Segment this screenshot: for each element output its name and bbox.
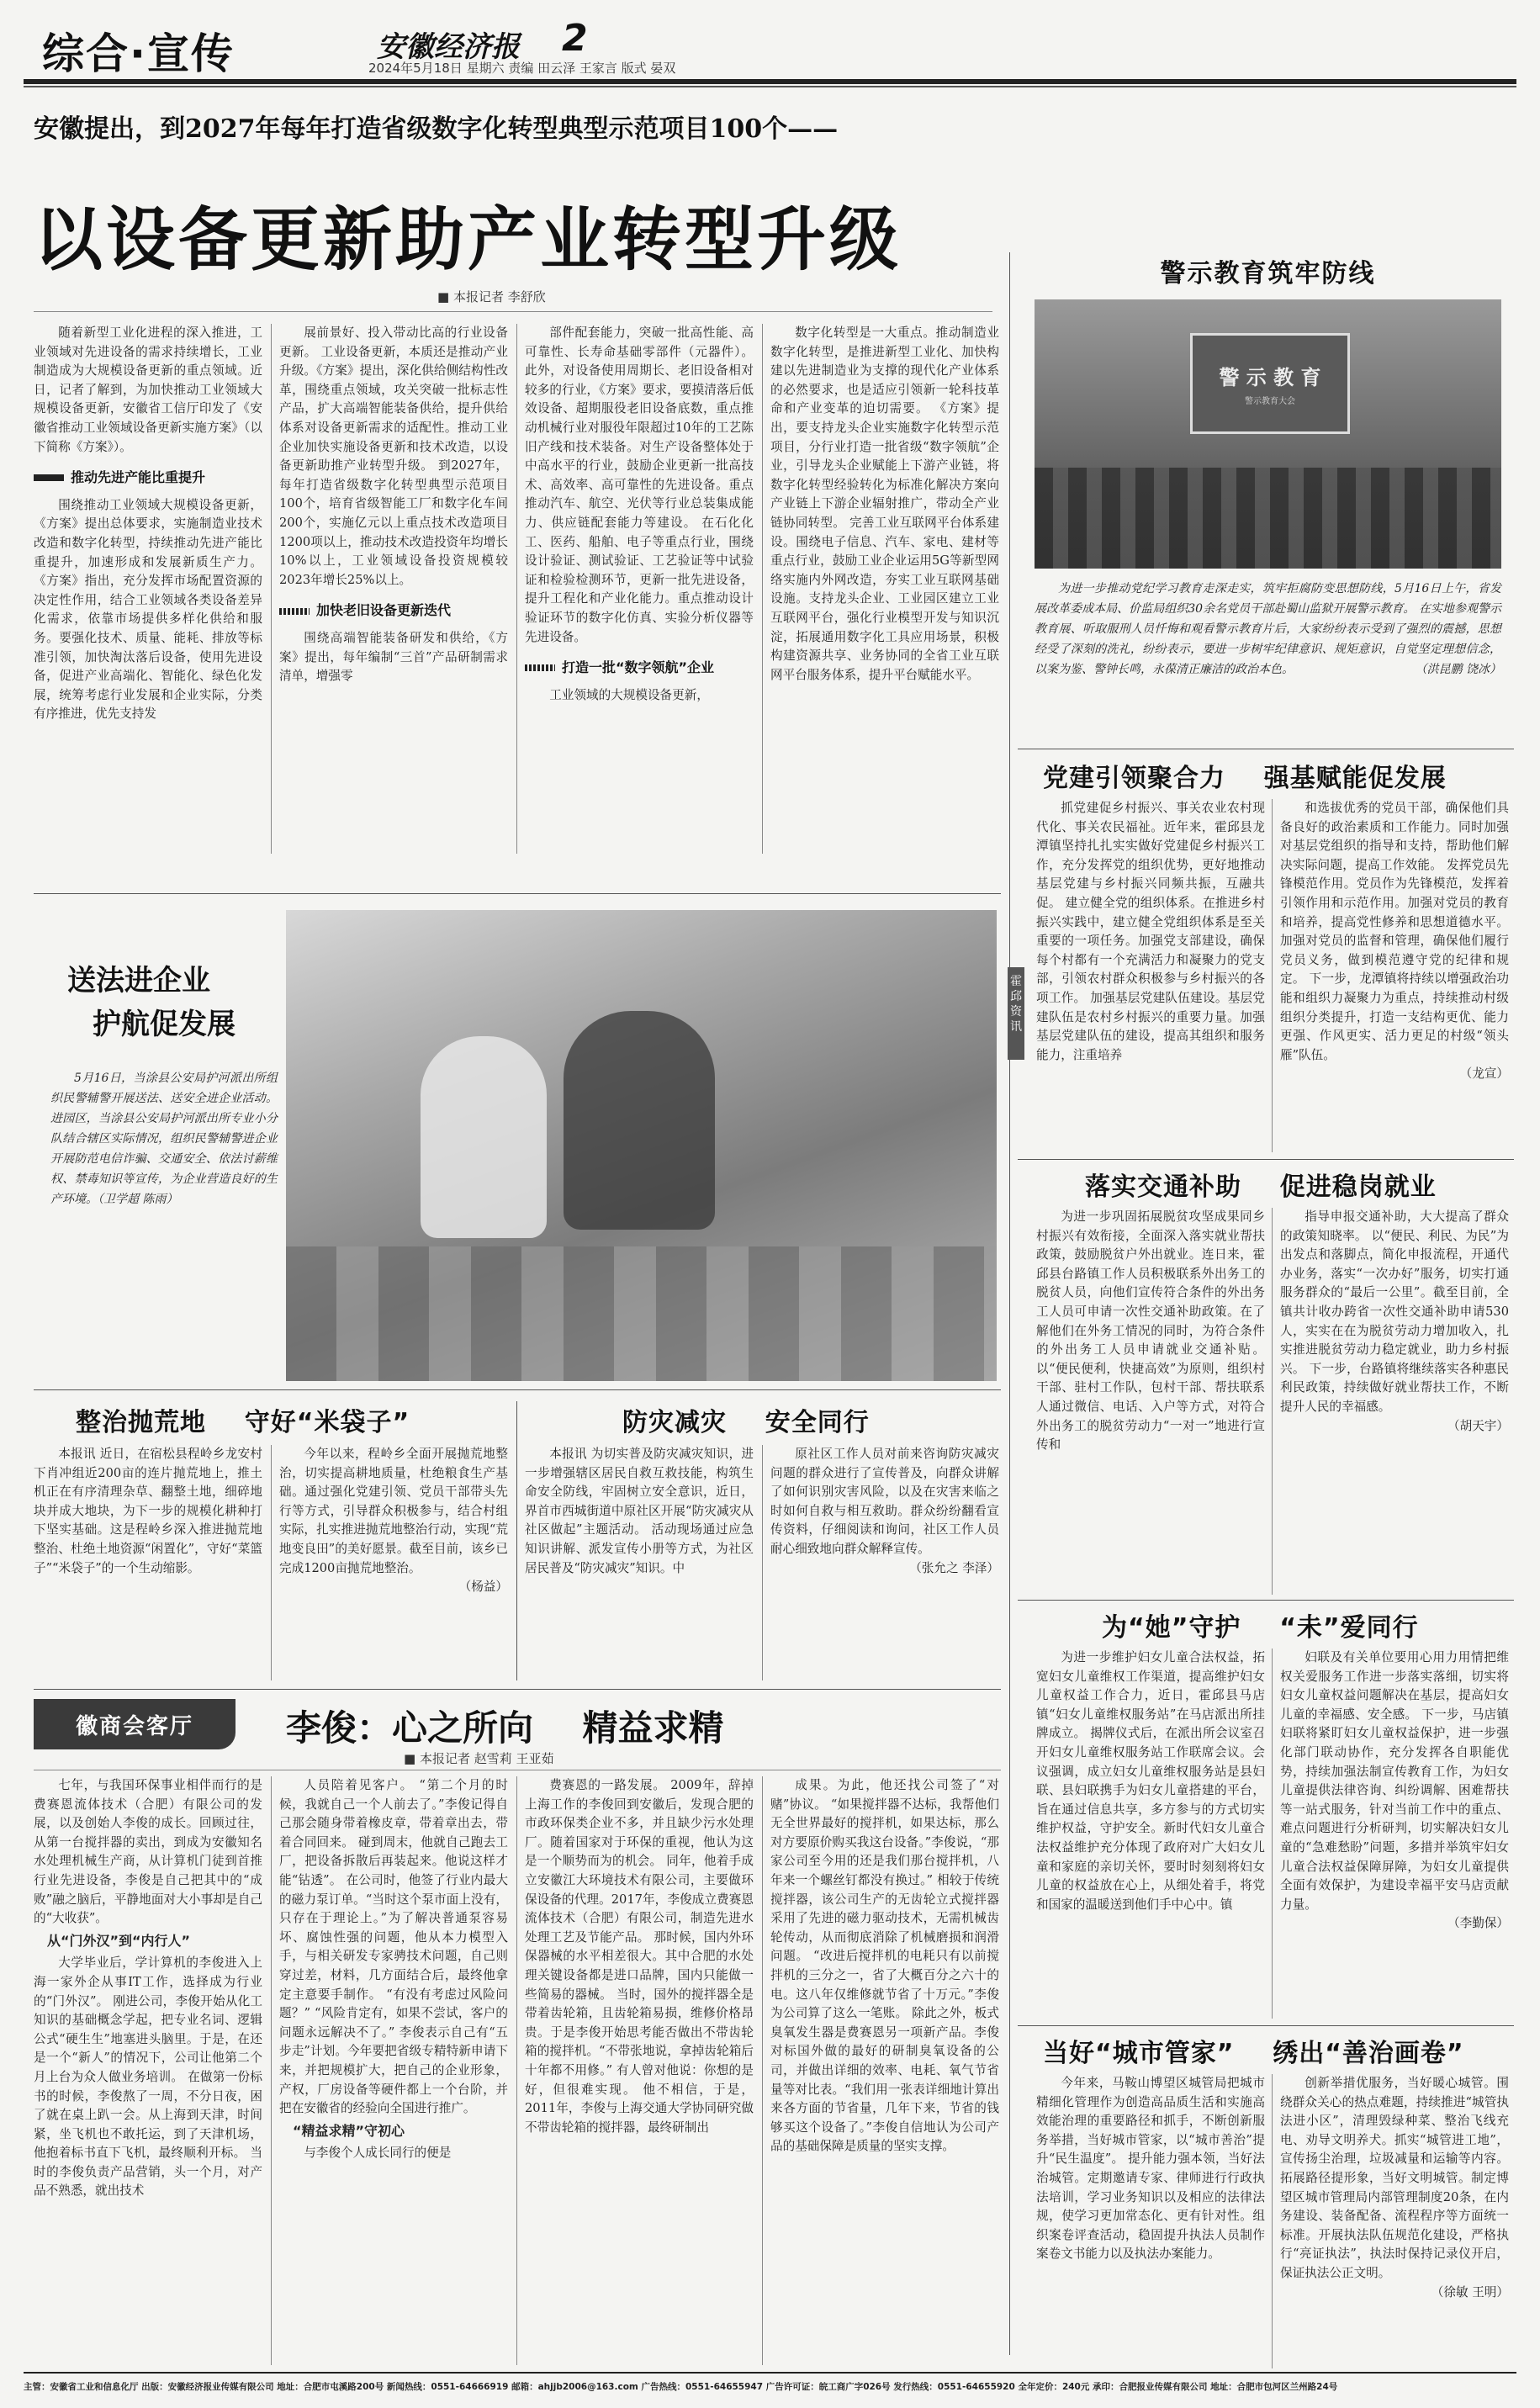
issue-info: 2024年5月18日 星期六 责编 田云泽 王家言 版式 晏双 <box>368 61 676 76</box>
warning-photo <box>1035 299 1501 569</box>
masthead <box>24 15 1516 78</box>
party-col-1: 抓党建促乡村振兴、事关农业农村现代化、事关农民福祉。近年来，霍邱县龙潭镇坚持扎扎实实做好党建促乡村振兴工作，充分发挥党的组织优势，更好地推动基层党建与乡村振兴同频共振，互融共促。 建立健全党的组织体系。在推进乡村振兴实践中，建立健全党组织体系是至关重要的一项任务。加强党支部建设，确保每个村都有一个充满活力和凝聚力的党支部，引领农村群众积极参与乡村振兴的各项工作。 加强基层党建队伍建设。基层党建队伍是农村乡村振兴的重要力量。加强基层党建队伍的建设，提高其组织和服务能力，注重培养 <box>1036 801 1265 1062</box>
disaster-title: 防灾减灾 安全同行 <box>622 1408 870 1437</box>
profile-col-4: 成果。为此，他还找公司签了“对赌”协议。 “如果搅拌器不达标，我帮他们无全世界最好的搅拌机，如果达标，那么对方要原价购买我这台设备。”李俊说，“那家公司至今用的还是我们那台搅拌机，八年来一个螺丝钉都没有换过。” 相较于传统搅拌器，该公司生产的无齿轮立式搅拌器采用了先进的磁力驱动技术，无需机械齿轮传动，从而彻底消除了机械磨损和润滑问题。 “改进后搅拌机的电耗只有以前搅拌机的三分之一，省了大概百分之六十的电。这八年仅维修就节省了十万元。”李俊为公司算了这么一笔账。 除此之外，板式臭氧发生器是费赛恩另一项新产品。李俊对标国外做的最好的研制臭氧设备的公司，并做出详细的效率、电耗、氧气节省量等对比表。“我们用一张表详细地计算出来各方面的节省量，几年下来，节省的钱够买这个设备了。”李俊自信地认为公司产品的基础保障是质量的坚实支撑。 <box>770 1778 999 2154</box>
traffic-col-2: 指导申报交通补助，大大提高了群众的政策知晓率。 以“便民、利民、为民”为出发点和落脚点，简化申报流程，开通代办业务，落实“一次办好”服务，切实打通服务群众的“最后一公里”。截至目前，全镇共计收办跨省一次性交通补助申请530人，实实在在为脱贫劳动力增加收入，扎实推进脱贫劳动力稳定就业，助力乡村振兴。 下一步，台路镇将继续落实各种惠民利民政策，持续做好就业帮扶工作，不断提升人民的幸福感。 （胡天宇） <box>1280 1209 1509 1433</box>
party-col-2: 和选拔优秀的党员干部，确保他们具备良好的政治素质和工作能力。同时加强对基层党组织的指导和支持，帮助他们解决实际问题，提高工作效能。 发挥党员先锋模范作用。党员作为先锋模范，发挥着引领作用和示范作用。加强对党员的教育和培养，提高党性修养和思想道德水平。加强对党员的监督和管理，确保他们履行党员义务，做到模范遵守党的纪律和规定。 下一步，龙潭镇将持续以增强政治功能和组织力凝聚力为重点，持续推动村级组织分类提升，打造一支结构更优、能力更强、作风更实、活力更足的村级“领头雁”队伍。 （龙宣） <box>1280 801 1509 1082</box>
profile-tag: 徽商会客厅 <box>34 1699 235 1749</box>
masthead-rule <box>24 79 1516 84</box>
profile-col-1: 七年，与我国环保事业相伴而行的是费赛恩流体技术（合肥）有限公司的发展，以及创始人李俊的成长。回顾过往，从第一台搅拌器的卖出，到成为安徽知名水处理机械生产商，从计算机门徒到首推行业先进设备，李俊是自己把其中的“成败”融之脑后，平静地面对大小事却是自己的“大收获”。 从“门外汉”到“内行人” 大学毕业后，学计算机的李俊进入上海一家外企从事IT工作，选择成为行业的“门外汉”。 刚进公司，李俊开始从化工知识的基础概念学起，把专业名词、逻辑公式“硬生生”地塞进头脑里。于是，在还是一个“新人”的情况下，公司让他第二个月上台为众人做业务培训。 在做第一份标书的时候，李俊熬了一周，不分日夜，困了就在桌上趴一会。从上海到天津，时间紧，坐飞机也不敢托运，到了天津机场，他抱着标书直下飞机，最终顺利开标。 当时的李俊负责产品营销，头一个月，对产品不熟悉，就出技术 <box>34 1778 262 2199</box>
police-title-line-2: 护航促发展 <box>93 1008 235 1041</box>
projection-screen <box>1190 333 1350 434</box>
profile-headline: 李俊：心之所向 精益求精 <box>286 1707 724 1749</box>
traffic-col-1: 为进一步巩固拓展脱贫攻坚成果同乡村振兴有效衔接，全面深入落实就业帮扶政策，鼓励脱贫户外出就业。连日来，霍邱县台路镇工作人员积极联系外出务工的脱贫人员，向他们宣传符合条件的外出务工人员可申请一次性交通补助政策。在了解他们在外务工情况的同时，为符合条件的外出务工人员申请就业交通补贴。 以“便民便利，快捷高效”为原则，组织村干部、驻村工作队，包村干部、帮扶联系人通过微信、电话、入户等方式，对符合外出务工的脱贫劳动力“一对一”地进行宣传和 <box>1036 1209 1265 1453</box>
traffic-title: 落实交通补助 促进稳岗就业 <box>1085 1172 1437 1202</box>
lead-subhead-1: 推动先进产能比重提升 <box>34 468 262 488</box>
lead-col-3: 部件配套能力，突破一批高性能、高可靠性、长寿命基础零部件（元器件）。 此外，对设备使用周期长、老旧设备相对较多的行业，《方案》要求，要摸清落后低效设备、超期服役老旧设备底数，重点推动机械行业对服役年限超过10年的工艺陈旧产线和技术装备。对生产设备整体处于中高水平的行业，鼓励企业更新一批高技术、高效率、高可靠性的先进设备。重点推动汽车、航空、光伏等行业总装集成能力、供应链配套能力等建设。 在石化化工、医药、船舶、电子等重点行业，围绕设计验证、测试验证、工艺验证等中试验证和检验检测环节，更新一批先进设备，提升工程化和产业化能力。重点推动设计验证环节的数字化仿真、实验分析仪器等先进设备。 打造一批“数字领航”企业 工业领域的大规模设备更新， <box>525 325 754 702</box>
side-label: 霍邱资讯 <box>1008 967 1024 1060</box>
screen-title: 警 示 教 育 <box>1219 366 1321 389</box>
lead-col-2: 展前景好、投入带动比高的行业设备更新。 工业设备更新，本质还是推动产业升级。《方案》提出，深化供给侧结构性改革，围绕重点领域，攻关突破一批标志性产品，扩大高端智能装备供给，提升供给体系对设备更新需求的适配性。推动工业企业加快实施设备更新和技术改造，以设备更新助推产业转型升级。 到2027年，每年打造省级数字化转型典型示范项目100个，培育省级智能工厂和数字化车间200个，实施亿元以上重点技术改造项目1200项以上，推动技术改造投资年均增长10%以上，工业领域设备投资规模较2023年增长25%以上。 加快老旧设备更新迭代 围绕高端智能装备研发和供给，《方案》提出，每年编制“三首”产品研制需求清单，增强零 <box>279 325 508 684</box>
lead-byline: ■ 本报记者 李舒欣 <box>437 289 546 304</box>
police-photo <box>286 910 997 1381</box>
profile-subhead-2: “精益求精”守初心 <box>293 2122 405 2139</box>
warning-caption: 为进一步推动党纪学习教育走深走实，筑牢拒腐防变思想防线，5月16日上午，省发展改革委成本局、价监局组织30余名党员干部赴蜀山监狱开展警示教育。 在实地参观警示教育展、听取服刑人员忏悔和观看警示教育片后，大家纷纷表示受到了强烈的震撼，思想经受了深刻的洗礼，纷纷表示，要进一步树牢纪律意识、规矩意识，自觉坚定理想信念，以案为鉴、警钟长鸣，永葆清正廉洁的政治本色。 （洪昆鹏 饶冰） <box>1035 582 1501 676</box>
footer: 主管：安徽省工业和信息化厅 出版：安徽经济报业传媒有限公司 地址：合肥市屯溪路200号 新闻热线：0551-64666919 邮箱：ahjjb2006@163.com 广告热线：0551-64655947 广告许可证：皖工商广字026号 发行热线：0551-64655920 全年定价：240元 承印：合肥报业传媒有限公司 地址：合肥市包河区兰州路24号 <box>24 2382 1338 2392</box>
city-col-2: 创新举措优服务，当好暖心城管。围绕群众关心的热点难题，持续推进“城管执法进小区”，清理毁绿种菜、整治飞线充电、劝导文明养犬。抓实“城管进工地”，宣传扬尘治理，垃圾减量和运输等内容。 拓展路径提形象，当好文明城管。制定博望区城市管理局内部管理制度20条，在内务建设、装备配备、流程程序等方面统一标准。开展执法队伍规范化建设，严格执行“亮证执法”，执法时保持记录仪开启，保证执法公正文明。 （徐敏 王明） <box>1280 2076 1509 2300</box>
lead-headline: 以设备更新助产业转型升级 <box>34 199 902 280</box>
women-col-2: 妇联及有关单位要用心用力用情把维权关爱服务工作进一步落实落细，切实将妇女儿童权益问题解决在基层，提高妇女儿童的幸福感、安全感。 下一步，马店镇妇联将紧盯妇女儿童权益保护，进一步强化部门联动协作，充分发挥各自职能优势，持续加强法制宣传教育工作，为妇女儿童提供法律咨询、纠纷调解、困难帮扶等一站式服务，针对当前工作中的重点、难点问题进行分析研判，切实解决妇女儿童的“急难愁盼”问题，多措并举筑牢妇女儿童合法权益保障屏障，为妇女儿童提供全面有效保护，为建设幸福平安马店贡献力量。 （李勤保） <box>1280 1650 1509 1931</box>
city-title: 当好“城市管家” 绣出“善治画卷” <box>1043 2039 1464 2068</box>
party-title: 党建引领聚合力 强基赋能促发展 <box>1043 764 1447 793</box>
lead-col-1: 随着新型工业化进程的深入推进，工业领域对先进设备的需求持续增长，工业制造成为大规模设备更新的重点领域。近日，记者了解到，为加快推动工业领域大规模设备更新，安徽省工信厅印发了《安徽省推动工业领域设备更新实施方案》（以下简称《方案》）。 推动先进产能比重提升 围绕推动工业领域大规模设备更新，《方案》提出总体要求，实施制造业技术改造和数字化转型，持续推动先进产能比重提升，加速形成和发展新质生产力。 《方案》指出，充分发挥市场配置资源的决定性作用，结合工业领域各类设备差异化需求，依靠市场提供多样化供给和服务。要强化技术、质量、能耗、排放等标准引领，加快淘汰落后设备，使用先进设备，促进产业高端化、智能化、绿色化发展，统筹考虑行业发展和企业实际，分类有序推进，优先支持发 <box>34 325 262 722</box>
disaster-col-1: 本报讯 为切实普及防灾减灾知识，进一步增强辖区居民自救互救技能，构筑生命安全防线，牢固树立安全意识，近日，界首市西城街道中原社区开展“防灾减灾从社区做起”主题活动。 活动现场通过应急知识讲解、派发宣传小册等方式，为社区居民普及“防灾减灾”知识。中 <box>525 1447 754 1575</box>
land-title: 整治抛荒地 守好“米袋子” <box>76 1408 410 1437</box>
lead-kicker: 安徽提出，到2027年每年打造省级数字化转型典型示范项目100个—— <box>34 114 839 144</box>
paper-name: 安徽经济报 <box>377 30 520 64</box>
screen-subtitle: 警示教育大会 <box>1245 397 1295 406</box>
land-col-1: 本报讯 近日，在宿松县程岭乡龙安村下肖冲组近200亩的连片抛荒地上，推土机正在有序清理杂草、翻整土地，细碎地块并成大地块，为下一步的规模化耕种打下坚实基础。这是程岭乡深入推进抛荒地整治、杜绝土地资源“闲置化”，守好“菜篮子”“米袋子”的一个生动缩影。 <box>34 1447 262 1575</box>
lead-subhead-3: 打造一批“数字领航”企业 <box>525 659 754 678</box>
city-col-1: 今年来，马鞍山博望区城管局把城市精细化管理作为创造高品质生活和实施高效能治理的重要路径和抓手，不断创新服务举措，当好城市管家，以“城市善治”提升“民生温度”。 提升能力强本领，当好法治城管。定期邀请专家、律师进行行政执法培训，学习业务知识以及相应的法律法规，使学习更加常态化、更有针对性。组织案卷评查活动，稳固提升执法人员制作案卷文书能力以及执法办案能力。 <box>1036 2076 1265 2262</box>
profile-col-3: 费赛恩的一路发展。 2009年，辞掉上海工作的李俊回到安徽后，发现合肥的市政环保类企业不多，并且缺少污水处理厂。随着国家对于环保的重视，他认为这是一个顺势而为的机会。 同年，他着手成立安徽江大环境技术有限公司，主要做环保设备的代理。2017年，李俊成立费赛恩流体技术（合肥）有限公司，制造先进水处理工艺及节能产品。 那时候，国内外环保器械的水平相差很大。其中合肥的水处理关键设备都是进口品牌，国内只能做一些简易的器械。 当时，国外的搅拌器全是带着齿轮箱，且齿轮箱易损，维修价格昂贵。于是李俊开始思考能否做出不带齿轮箱的搅拌机。“不带张地说，拿掉齿轮箱后十年都不用修。” 有人曾对他说：你想的是好，但很难实现。 他不相信，于是，2011年，李俊与上海交通大学协同研究做不带齿轮箱的搅拌器，最终研制出 <box>525 1778 754 2135</box>
women-col-1: 为进一步维护妇女儿童合法权益，拓宽妇女儿童维权工作渠道，提高维护妇女儿童权益工作合力，近日，霍邱县马店镇“妇女儿童维权服务站”在马店派出所挂牌成立。 揭牌仪式后，在派出所会议室召开妇女儿童维权服务站工作联席会议。会议强调，成立妇女儿童维权服务站是县妇联、县妇联携手为妇女儿童搭建的平台，旨在通过信息共享，多方参与的方式切实维护权益，守护安全。新时代妇女儿童合法权益维护充分体现了政府对广大妇女儿童和家庭的亲切关怀，要时时刻刻将妇女儿童的权益放在心上，从细处着手，将党和国家的温暖送到他们手中心中。镇 <box>1036 1650 1265 1912</box>
lead-subhead-2: 加快老旧设备更新迭代 <box>279 601 508 621</box>
profile-byline: ■ 本报记者 赵雪莉 王亚茹 <box>404 1751 554 1766</box>
warning-title: 警示教育筑牢防线 <box>1160 259 1376 288</box>
page-number: 2 <box>562 17 588 60</box>
profile-subhead-1: 从“门外汉”到“内行人” <box>47 1932 191 1949</box>
women-title: 为“她”守护 “未”爱同行 <box>1102 1613 1419 1643</box>
profile-col-2: 人员陪着见客户。 “第二个月的时候，我就自己一个人前去了。”李俊记得自己那会随身带着橡皮章，带着章出去，带着合同回来。 碰到周末，他就自己跑去工厂，把设备拆散后再装起来。他说这样才能“钻透”。 在公司时，他签了行业内最大的磁力泵订单。“当时这个泵市面上没有，只存在于理论上。”为了解决普通泵容易坏、腐蚀性强的问题，他从本力模型入手，与相关研发专家骋技术问题，自己则穿过差，材料，几方面结合后，最终他拿定主意要手制作。 “有没有考虑过风险问题？” “风险肯定有，如果不尝试，客户的问题永远解决不了。” 李俊表示自己有“五步走”计划。今年要把省级专精特新申请下来，并把规模扩大，把自己的企业形象，产权，厂房设备等硬件都上一个台阶，并把在安徽省的经验向全国进行推广。 “精益求精”守初心 与李俊个人成长同行的便是 <box>279 1778 508 2161</box>
section-title: 综合·宣传 <box>42 29 235 78</box>
police-title-line-1: 送法进企业 <box>67 964 210 998</box>
police-caption: 5月16日，当涂县公安局护河派出所组织民警辅警开展送法、送安全进企业活动。 进园区，当涂县公安局护河派出所专业小分队结合辖区实际情况，组织民警辅警进企业开展防范电信诈骗、交通安全、依法讨薪维权、禁毒知识等宣传，为企业营造良好的生产环境。（卫学超 陈雨） <box>50 1072 278 1206</box>
lead-col-4: 数字化转型是一大重点。推动制造业数字化转型，是推进新型工业化、加快构建以先进制造业为支撑的现代化产业体系的必然要求，也是适应引领新一轮科技革命和产业变革的迫切需要。 《方案》提出，要支持龙头企业实施数字化转型示范项目，分行业打造一批省级“数字领航”企业，引导龙头企业赋能上下游产业链，将数字化转型经验转化为标准化解决方案向产业链上下游企业辐射推广，带动全产业链协同转型。 完善工业互联网平台体系建设。围绕电子信息、汽车、家电、建材等重点行业，鼓励工业企业运用5G等新型网络实施内外网改造，夯实工业互联网基础设施。支持龙头企业、工业园区建立工业互联网平台，强化行业模型开发与知识沉淀，拓展通用数字化工具应用场景，积极构建资源共享、业务协同的全省工业互联网平台服务体系，提升平台赋能水平。 <box>770 325 999 682</box>
land-col-2: 今年以来，程岭乡全面开展抛荒地整治，切实提高耕地质量，杜绝粮食生产基础。通过强化党建引领、党员干部带头先行等方式，引导群众积极参与，结合村组实际，扎实推进抛荒地整治行动，实现“荒地变良田”的美好愿景。截至目前，该乡已完成1200亩抛荒地整治。 （杨益） <box>279 1447 508 1595</box>
disaster-col-2: 原社区工作人员对前来咨询防灾减灾问题的群众进行了宣传普及，向群众讲解了如何识别灾害风险，以及在灾害来临之时如何自救与相互救助。群众纷纷翻看宣传资料，仔细阅读和询问，社区工作人员耐心细致地向群众解释宣传。 （张允之 李泽） <box>770 1447 999 1575</box>
police-title <box>67 959 235 1046</box>
